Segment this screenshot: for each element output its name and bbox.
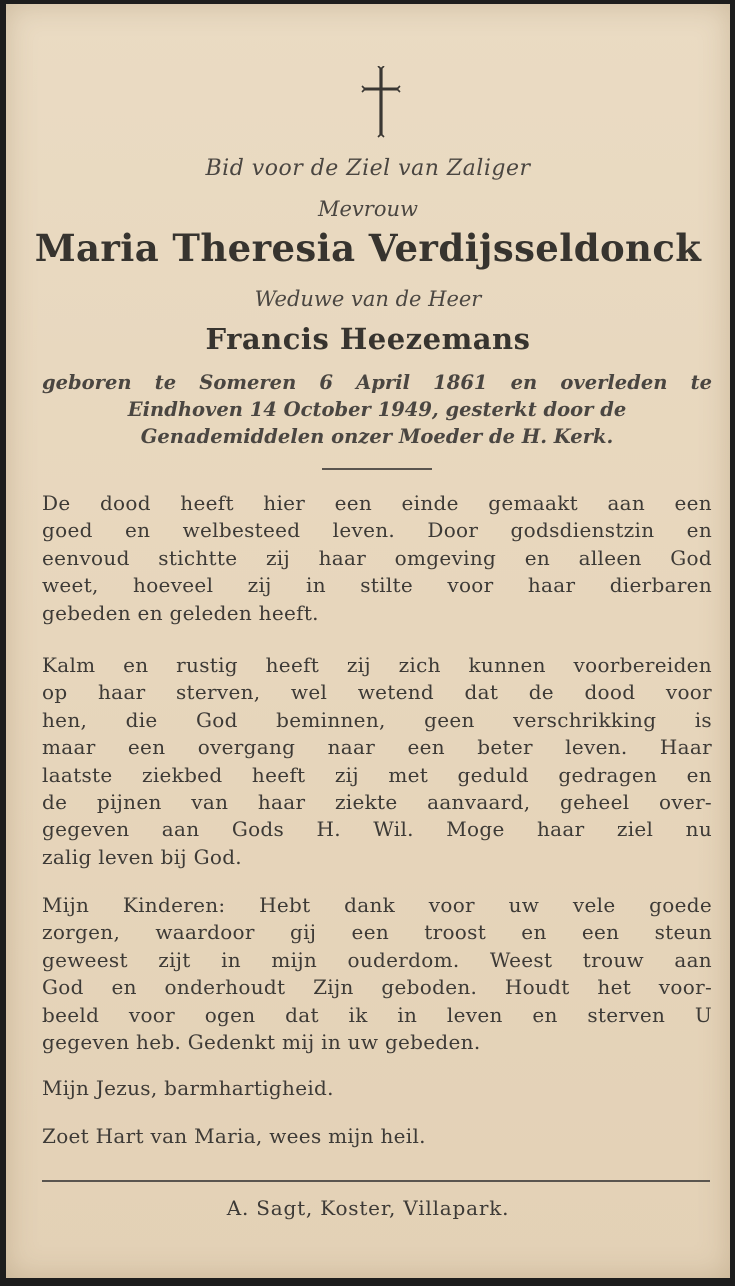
paragraph-line: geweest zijt in mijn ouderdom. Weest trouw aan: [42, 947, 712, 972]
paragraph-line: gebeden en geleden heeft.: [42, 600, 319, 625]
short-divider: [322, 468, 432, 470]
paragraph-line: laatste ziekbed heeft zij met geduld gedragen en: [42, 762, 712, 787]
latin-cross-icon: [361, 66, 401, 138]
title-line: Mevrouw: [318, 197, 418, 221]
paragraph-line: weet, hoeveel zij in stilte voor haar dierbaren: [42, 573, 712, 598]
prayer-maria: [42, 1123, 712, 1150]
deceased-name: Maria Theresia Verdijsseldonck: [34, 226, 702, 270]
paragraph-line: de pijnen van haar ziekte aanvaard, geheel over-: [42, 790, 712, 815]
paragraph-line: zorgen, waardoor gij een troost en een steun: [42, 920, 712, 945]
paragraph-line: eenvoud stichtte zij haar omgeving en alleen God: [42, 545, 712, 570]
paragraph-line: beeld voor ogen dat ik in leven en sterven U: [42, 1002, 712, 1027]
paragraph-line: zalig leven bij God.: [42, 844, 242, 869]
prayer-line: Bid voor de Ziel van Zaliger: [205, 156, 531, 181]
paragraph-line: Mijn Jezus, barmhartigheid.: [42, 1076, 334, 1100]
paragraph-line: Kalm en rustig heeft zij zich kunnen voorbereiden: [42, 653, 712, 677]
biography-line: geboren te Someren 6 April 1861 en overleden te: [42, 371, 712, 394]
paragraph-line: goed en welbesteed leven. Door godsdienstzin en: [42, 518, 712, 543]
biography-block: [42, 369, 712, 450]
printer-credit: A. Sagt, Koster, Villapark.: [226, 1196, 510, 1220]
prayer-jesus: [42, 1075, 712, 1102]
relation-line: Weduwe van de Heer: [254, 287, 482, 311]
paragraph-line: De dood heeft hier een einde gemaakt aan een: [42, 491, 712, 515]
footer-divider: [42, 1180, 710, 1182]
paragraph-line: Mijn Kinderen: Hebt dank voor uw vele goede: [42, 893, 712, 917]
biography-line: Genademiddelen onzer Moeder de H. Kerk.: [140, 425, 614, 448]
paragraph-life: [42, 490, 712, 627]
paragraph-death: [42, 652, 712, 871]
paragraph-line: gegeven heb. Gedenkt mij in uw gebeden.: [42, 1030, 481, 1055]
paragraph-line: Zoet Hart van Maria, wees mijn heil.: [42, 1124, 426, 1148]
paragraph-line: maar een overgang naar een beter leven. Haar: [42, 735, 712, 760]
paragraph-line: gegeven aan Gods H. Wil. Moge haar ziel nu: [42, 817, 712, 842]
biography-line: Eindhoven 14 October 1949, gesterkt door de: [127, 398, 627, 421]
spouse-name: Francis Heezemans: [205, 322, 531, 356]
paragraph-line: hen, die God beminnen, geen verschrikking is: [42, 707, 712, 732]
paragraph-line: op haar sterven, wel wetend dat de dood voor: [42, 680, 712, 705]
paragraph-children: [42, 892, 712, 1056]
memorial-card: [6, 4, 730, 1278]
paragraph-line: God en onderhoudt Zijn geboden. Houdt het voor-: [42, 975, 712, 1000]
